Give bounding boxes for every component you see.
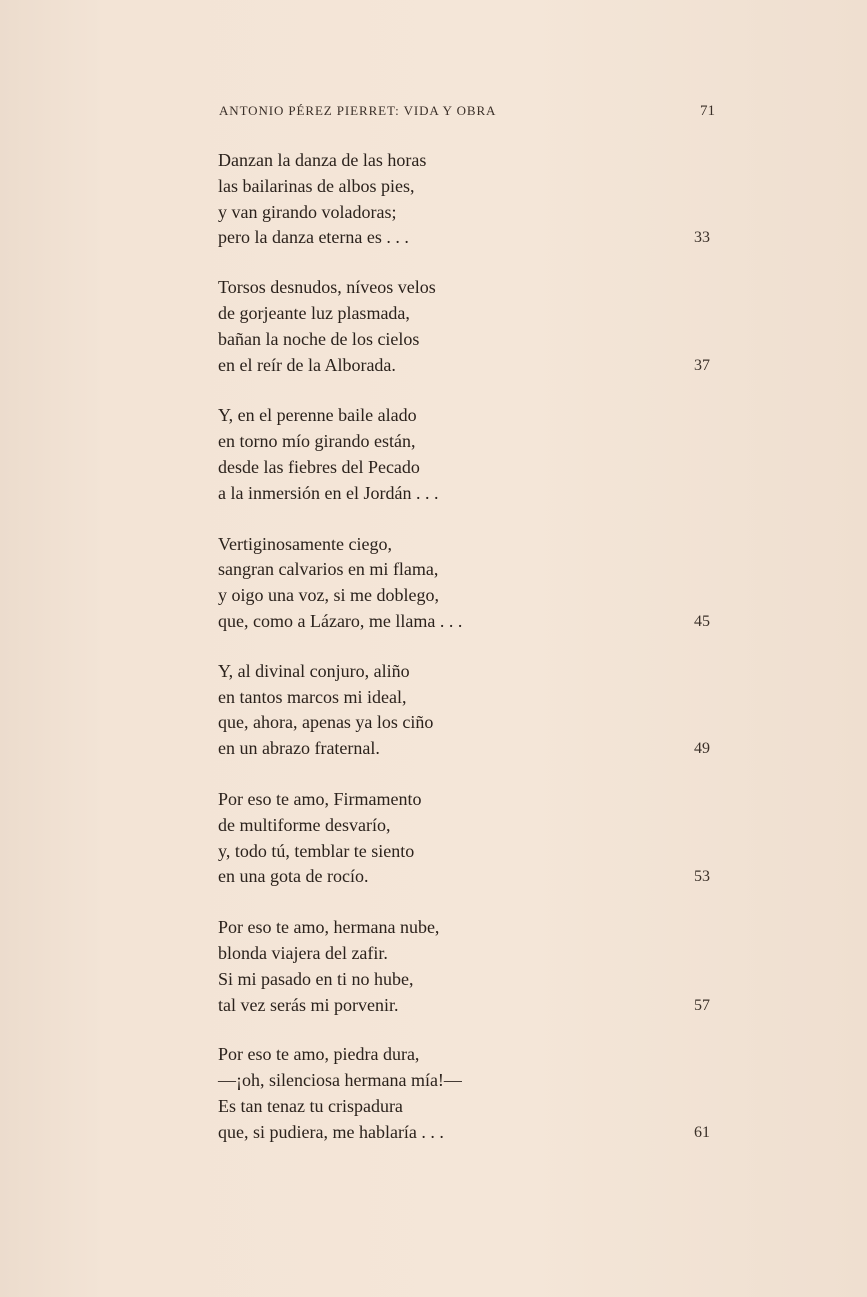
line-number: 37 (694, 356, 710, 374)
verse-line: Por eso te amo, piedra dura, (218, 1044, 420, 1065)
page-number: 71 (700, 103, 715, 119)
verse-line: y, todo tú, temblar te siento (218, 840, 415, 861)
verse-line: Es tan tenaz tu crispadura (218, 1095, 403, 1116)
verse-line: Vertiginosamente ciego, (218, 533, 392, 554)
verse-line: en tantos marcos mi ideal, (218, 686, 407, 707)
verse-text: que, como a Lázaro, me llama . . . (218, 610, 463, 631)
verse-line: Por eso te amo, hermana nube, (218, 917, 440, 938)
verse-line (218, 481, 718, 507)
running-title: ANTONIO PÉREZ PIERRET: VIDA Y OBRA (219, 103, 497, 118)
verse-line: en torno mío girando están, (218, 431, 416, 452)
line-number: 53 (694, 868, 710, 886)
line-number: 33 (694, 229, 710, 247)
verse-text: en un abrazo fraternal. (218, 738, 380, 759)
verse-line (218, 736, 718, 762)
verse-line: y van girando voladoras; (218, 201, 397, 222)
verse-text: en una gota de rocío. (218, 866, 369, 887)
verse-text: en el reír de la Alborada. (218, 354, 396, 375)
verse-line: —¡oh, silenciosa hermana mía!— (218, 1070, 462, 1091)
verse-line: de gorjeante luz plasmada, (218, 302, 410, 323)
verse-line: que, ahora, apenas ya los ciño (218, 712, 434, 733)
verse-text: que, si pudiera, me hablaría . . . (218, 1121, 444, 1142)
poem (218, 148, 718, 1172)
stanza-8 (218, 1042, 718, 1145)
stanza-4 (218, 532, 718, 635)
stanza-5 (218, 659, 718, 762)
verse-line: de multiforme desvarío, (218, 814, 391, 835)
verse-line (218, 353, 718, 379)
verse-text: a la inmersión en el Jordán . . . (218, 482, 439, 503)
verse-line (218, 993, 718, 1019)
verse-line: Si mi pasado en ti no hube, (218, 968, 414, 989)
verse-line: Por eso te amo, Firmamento (218, 788, 422, 809)
verse-line: y oigo una voz, si me doblego, (218, 585, 439, 606)
verse-line: desde las fiebres del Pecado (218, 456, 420, 477)
verse-text: pero la danza eterna es . . . (218, 227, 409, 248)
verse-line: Torsos desnudos, níveos velos (218, 277, 436, 298)
verse-line: las bailarinas de albos pies, (218, 175, 415, 196)
verse-line: Y, al divinal conjuro, aliño (218, 660, 410, 681)
verse-line: Danzan la danza de las horas (218, 150, 427, 170)
stanza-3 (218, 403, 718, 506)
verse-line (218, 864, 718, 890)
stanza-1 (218, 148, 718, 251)
stanza-2 (218, 275, 718, 378)
verse-line: blonda viajera del zafir. (218, 942, 388, 963)
stanza-7 (218, 915, 718, 1018)
verse-line (218, 225, 718, 251)
verse-line: sangran calvarios en mi flama, (218, 559, 439, 580)
line-number: 45 (694, 612, 710, 630)
stanza-6 (218, 787, 718, 890)
line-number: 49 (694, 740, 710, 758)
page-header (219, 103, 715, 123)
verse-line: Y, en el perenne baile alado (218, 405, 417, 426)
verse-line (218, 1120, 718, 1146)
line-number: 61 (694, 1123, 710, 1141)
line-number: 57 (694, 996, 710, 1014)
verse-text: tal vez serás mi porvenir. (218, 994, 399, 1015)
verse-line: bañan la noche de los cielos (218, 328, 420, 349)
verse-line (218, 609, 718, 635)
